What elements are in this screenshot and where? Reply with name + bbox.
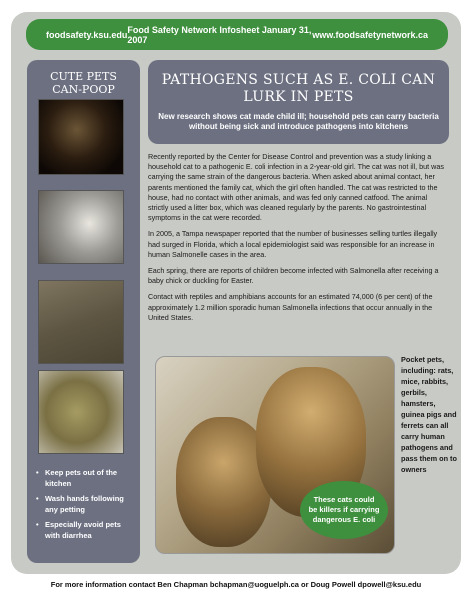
bullet-item: • Especially avoid pets with diarrhea bbox=[36, 519, 136, 541]
dog-photo bbox=[38, 99, 124, 175]
article-paragraph: In 2005, a Tampa newspaper reported that the number of businesses selling turtles illegally had surged in Florida, which a local epidemiologist said was responsible for an increase in human Salmonelle cases in the area. bbox=[148, 229, 438, 259]
article-subtitle: New research shows cat made child ill; household pets can carry bacteria without being sick and introduce pathogens into kitchens bbox=[158, 112, 439, 131]
article-title bbox=[148, 72, 449, 106]
header-right-link[interactable]: www.foodsafetynetwork.ca bbox=[312, 29, 428, 40]
footer-contact: For more information contact Ben Chapman bchapman@uoguelph.ca or Doug Powell dpowell@ksu.edu bbox=[50, 580, 422, 589]
pocket-pets-note: Pocket pets, including: rats, mice, rabbits, gerbils, hamsters, guinea pigs and ferrets can all carry human pathogens and pass them on to owners bbox=[401, 355, 457, 474]
sidebar-title bbox=[27, 70, 140, 96]
kitten-photo bbox=[38, 190, 124, 264]
turtle-photo bbox=[38, 370, 124, 454]
header-center-text: Food Safety Network Infosheet January 31, 2007 bbox=[127, 24, 312, 45]
article-paragraph: Contact with reptiles and amphibians accounts for an estimated 74,000 (6 per cent) of the approximately 1.2 million sporadic human Salmonella infections that occur annually in the United States. bbox=[148, 292, 433, 322]
bullet-item: • Wash hands following any petting bbox=[36, 493, 136, 515]
caption-line2: be killers if carrying bbox=[308, 505, 380, 514]
bullet-item: • Keep pets out of the kitchen bbox=[36, 467, 136, 489]
sidebar-title-line2: CAN-POOP bbox=[52, 83, 115, 96]
sidebar-title-line1: CUTE PETS bbox=[50, 70, 117, 83]
article-paragraph: Each spring, there are reports of children become infected with Salmonella after receiving a baby chick or duckling for Easter. bbox=[148, 266, 439, 286]
article-title-line1: PATHOGENS SUCH AS E. COLI CAN bbox=[161, 72, 436, 88]
photo-caption-badge bbox=[300, 481, 388, 539]
caption-line1: These cats could bbox=[313, 495, 375, 504]
title-box bbox=[148, 60, 449, 144]
header-bar bbox=[26, 19, 448, 50]
article-body bbox=[148, 152, 444, 329]
rodent-photo bbox=[38, 280, 124, 364]
article-title-line2: LURK IN PETS bbox=[243, 89, 354, 105]
sidebar-bullet-list bbox=[36, 467, 136, 545]
caption-line3: dangerous E. coli bbox=[312, 515, 376, 524]
header-left-link[interactable]: foodsafety.ksu.edu bbox=[46, 29, 128, 40]
article-paragraph: Recently reported by the Center for Disease Control and prevention was a study linking a household cat to a pathogenic E. coli infection in a 2-year-old girl. The cat was not ill, but was carrying the same strain of the dangerous bacteria. When asked about animal contact, her parents mentioned the family cat, which the girl often handled. The cat was restricted to the house, had no contact with other animals, and was fed only canned catfood. The animal strictly used a litter box, which was cleaned regularly by the parents. No gastrointestinal symptoms in the cat were recorded. bbox=[148, 152, 444, 223]
